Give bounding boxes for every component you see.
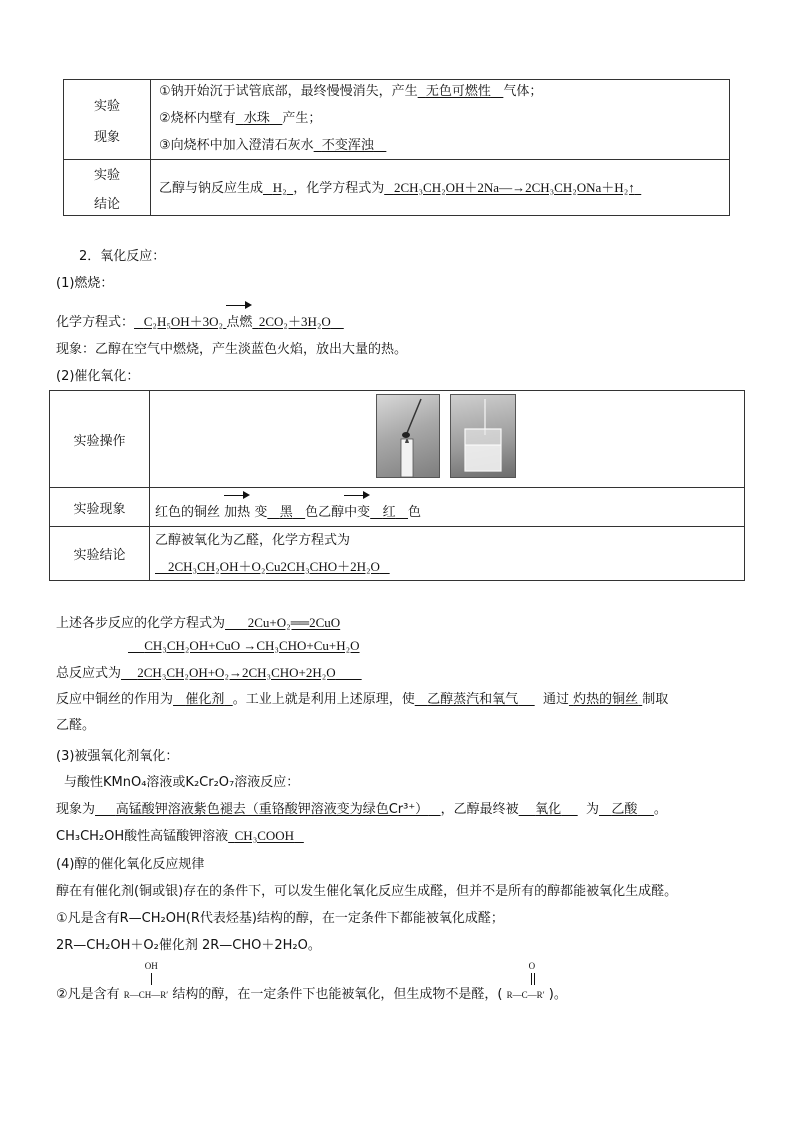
conclusion-text: 乙醇被氧化为乙醛，化学方程式为 [155,533,351,548]
condition-text: 点燃 [226,314,253,329]
section-heading-rules: (4)醇的催化氧化反应规律 [56,857,205,872]
rule-primary-alcohol: ①凡是含有R—CH₂OH(R代表烃基)结构的醇，在一定条件下都能被氧化成醛； [56,911,504,926]
copper-oxidation-equation: 2Cu+O₂══2CuO [247,615,341,630]
rule-intro: 醇在有催化剂(铜或银)存在的条件下，可以发生催化氧化反应生成醛，但并不是所有的醇都能被氧化生成醛。 [56,884,678,899]
conclusion-equation: 2CH₃CH₂OH＋O₂Cu2CH₃CHO＋2H₂O [168,559,380,574]
answer-text: 红 [382,505,396,520]
label-line: 现象 [93,129,120,145]
conclusion-line: 乙醇与钠反应生成 H₂ ，化学方程式为 2CH₃CH₂OH＋2Na―→2CH₃CH₂ONa＋H₂↑ [159,180,635,196]
phenomenon-cell [150,488,745,527]
subheading-catalytic-oxidation: (2)催化氧化： [56,369,140,384]
subheading-combustion: (1)燃烧： [56,276,114,291]
phenomenon-line-1: ①钠开始沉于试管底部，最终慢慢消失，产生 无色可燃性 气体； [159,84,543,99]
phenomenon-line-3: ③向烧杯中加入澄清石灰水 不变浑浊 [159,138,374,153]
operation-images-cell [150,391,745,488]
answer-text: 无色可燃性 [425,84,491,99]
copper-wire-photo [376,394,440,478]
strong-oxidation-equation: CH₃CH₂OH酸性高锰酸钾溶液 CH₃COOH [56,828,295,844]
structure-chain: R—C—R′ [506,990,545,1000]
table1-conclusion-cell [151,160,730,216]
table1-phenomenon-cell [151,80,730,160]
label-line: 实验 [93,167,120,183]
reagent-line: 与酸性KMnO₄溶液或K₂Cr₂O₇溶液反应： [64,775,300,790]
beaker-photo [450,394,516,478]
ketone-structure [506,961,545,1002]
section-heading-strong-oxidant: (3)被强氧化剂氧化： [56,749,179,764]
answer-text: 水珠 [243,111,270,126]
answer-text: 黑 [279,505,293,520]
label-line: 结论 [93,196,120,212]
hydroxyl-label: OH [144,961,158,971]
sodium-equation: 2CH₃CH₂OH＋2Na―→2CH₃CH₂ONa＋H₂↑ [393,180,635,195]
oxygen-label: O [528,961,536,971]
phenomenon-line-2: ②烧杯内壁有 水珠 产生； [159,111,322,126]
copper-phenomenon-line: 红色的铜丝 加热 变 黑 色乙醇中变 红 色 [155,501,421,520]
rule-secondary-alcohol: ②凡是含有 OH R—CH—R′ 结构的醇，在一定条件下也能被氧化，但生成物不是醛，( O R—C—R′ )。 [56,961,567,1002]
structure-chain: R—CH—R′ [123,990,169,1000]
copper-role-line-2: 乙醛。 [56,718,96,733]
strong-oxidation-phenomenon: 现象为 高锰酸钾溶液紫色褪去（重铬酸钾溶液变为绿色Cr³⁺） ，乙醇最终被 氧化 为 乙酸 。 [56,802,667,817]
combustion-equation: 化学方程式： C₂H₅OH＋3O₂ 点燃 2CO₂＋3H₂O [56,311,344,330]
steps-intro: 上述各步反应的化学方程式为 2Cu+O₂══2CuO [56,615,341,631]
phenomenon-label: 实验现象 [50,488,150,527]
secondary-alcohol-structure [123,961,169,1002]
table1-phenomenon-label [64,80,151,160]
total-reaction: 总反应式为 2CH₃CH₂OH+O₂→2CH₃CHO+2H₂O [56,665,336,681]
section-heading-oxidation: 2．氧化反应： [79,249,166,264]
table1-conclusion-label [64,160,151,216]
combustion-phenomenon: 现象：乙醇在空气中燃烧，产生淡蓝色火焰，放出大量的热。 [56,342,408,357]
copper-role-line: 反应中铜丝的作用为 催化剂 。工业上就是利用上述原理，使 乙醇蒸汽和氧气 通过 灼热的铜丝 制取 [56,692,669,707]
rule-primary-equation: 2R—CH₂OH＋O₂催化剂 2R—CHO＋2H₂O。 [56,938,321,953]
conclusion-label: 实验结论 [50,527,150,581]
sodium-reaction-table [63,79,730,216]
label-line: 实验 [93,98,120,114]
answer-text: 不变浑浊 [321,138,374,153]
catalytic-oxidation-table [49,390,745,581]
operation-label: 实验操作 [50,391,150,488]
conclusion-cell [150,527,745,581]
copper-oxide-reduction: CH₃CH₂OH+CuO →CH₃CHO+Cu+H₂O [144,638,360,653]
